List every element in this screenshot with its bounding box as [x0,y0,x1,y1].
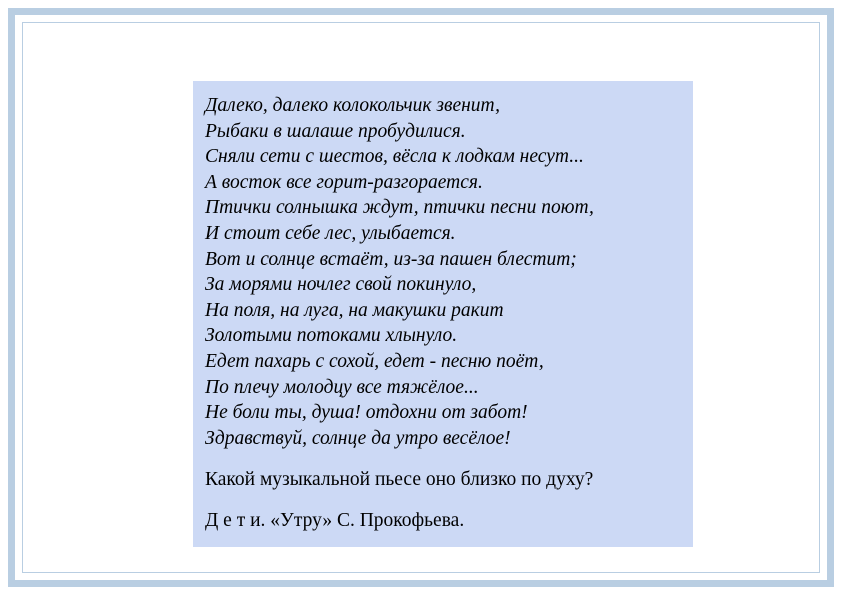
poem-line: Не боли ты, душа! отдохни от забот! [205,402,528,424]
poem-line: На поля, на луга, на макушки ракит [205,299,504,321]
text-content-block [193,81,693,547]
poem-line: Птички солнышка ждут, птички песни поют, [205,197,594,219]
poem-line: По плечу молодцу все тяжёлое... [205,376,479,398]
poem-line: За морями ночлег свой покинуло, [205,274,477,296]
poem-line: Рыбаки в шалаше пробудилися. [205,120,466,142]
poem-line: Золотыми потоками хлынуло. [205,325,458,347]
question-text: Какой музыкальной пьесе оно близко по духу? [205,469,594,491]
poem-line: Здравствуй, солнце да утро весёлое! [205,427,511,449]
poem-line: Вот и солнце встаёт, из-за пашен блестит; [205,248,577,270]
poem-line: Едет пахарь с сохой, едет - песню поёт, [205,350,544,372]
poem-line: Сняли сети с шестов, вёсла к лодкам несут... [205,146,584,168]
poem [193,93,693,451]
poem-line: А восток все горит-разгорается. [205,171,483,193]
poem-line: Далеко, далеко колокольчик звенит, [205,95,500,116]
answer-text: Д е т и. «Утру» С. Прокофьева. [205,510,465,532]
poem-line: И стоит себе лес, улыбается. [205,222,456,244]
